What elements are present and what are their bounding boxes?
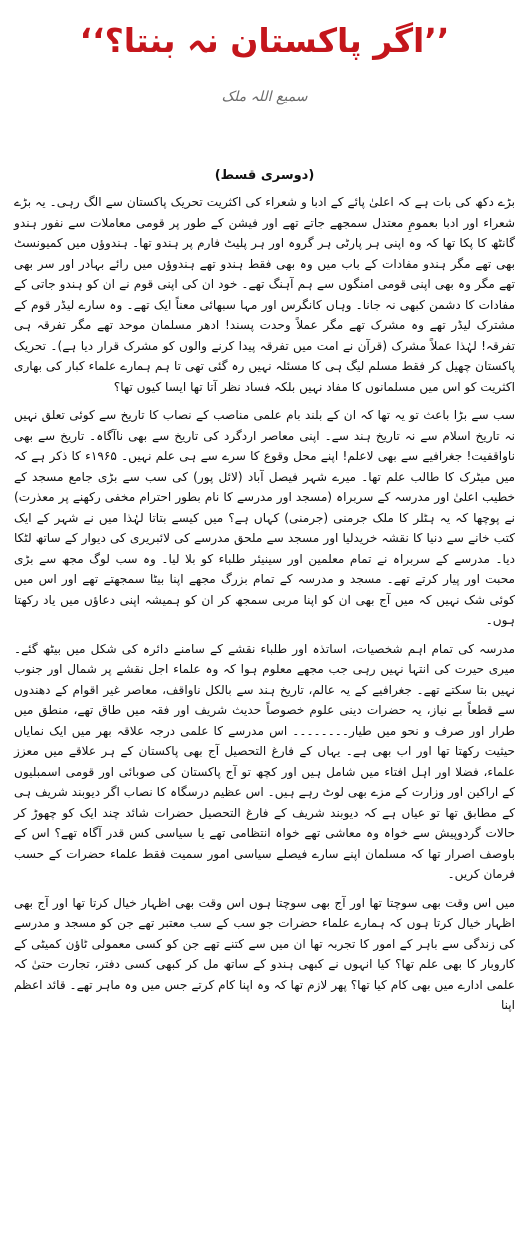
article-paragraph: مدرسہ کی تمام اہم شخصیات، اساتذہ اور طلباء نقشے کے سامنے دائرہ کی شکل میں بیٹھ گئے۔ میری حیرت کی انتہا نہیں رہی جب مجھے معلوم ہوا کہ وہ علماء اجل نقشے پر شمال اور جنوب نہیں بتا سکتے تھے۔ جغرافیے کے یہ عالم، تاریخ ہند سے بالکل ناواقف، معاصر غیر اقوام کے دھندوں سے قطعاً بے نیاز، یہ حضرات دینی علوم خصوصاً حدیث شریف اور فقہ میں طاق تھے، منطق میں طرار اور صرف و نحو میں طیار۔۔۔۔۔۔۔۔ اس مدرسے کا علمی درجہ علاقہ بھر میں ایک نمایاں حیثیت رکھتا تھا اور اب بھی ہے۔ یہاں کے فارغ التحصیل آج بھی پاکستان کے ہر علاقے میں معزز علماء، فضلا اور اہل افتاء میں شامل ہیں اور کچھ تو آج پاکستان کی صوبائی اور قومی اسمبلیوں کے اراکین اور وزارت کے مزے بھی لوٹ رہے ہیں۔ اس عظیم درسگاہ کا نصاب اگر دیوبند شریف ہی کے مطابق تھا تو عیاں ہے کہ دیوبند شریف کے فارغ التحصیل حضرات شائد چند ایک کو چھوڑ کر حالات گردوپیش سے خواہ وہ معاشی تھے خواہ انتظامی تھے یا سیاسی کس قدر آگاہ تھے؟ اس کے باوصف اصرار تھا کہ مسلمان اپنے سارے فیصلے سیاسی امور سمیت فقط علماء حضرات کے حسب فرمان کریں۔ — [14, 641, 515, 881]
author-name: سمیع اللہ ملک — [221, 89, 308, 105]
article-title: ’’اگر پاکستان نہ بنتا؟‘‘ — [79, 21, 450, 60]
article-paragraph: سب سے بڑا باعث تو یہ تھا کہ ان کے بلند بام علمی مناصب کے نصاب کا تاریخ سے کوئی تعلق نہیں نہ تاریخ اسلام سے نہ تاریخ ہند سے۔ اپنی معاصر اردگرد کی تاریخ سے بھی ناآگاہ۔ تاریخ سے بھی ناواقفیت! جغرافیے سے بھی لاعلم! اپنے محل وقوع کا سرے سے ہی علم نہیں۔ ۱۹۶۵ء کا ذکر ہے کہ میں میٹرک کا طالب علم تھا۔ میرے شہر فیصل آباد (لائل پور) کی سب سے بڑی جامع مسجد کے خطیب اعلیٰ اور مدرسہ کے سربراہ (مسجد اور مدرسے کا نام بطور احترام مخفی رکھنے پر معذرت) نے پوچھا کہ یہ ہٹلر کا ملک جرمنی (جرمنی) کہاں ہے؟ میں کیسے بتاتا لہٰذا میں نے شہر کے ایک کتب خانے سے دنیا کا نقشہ خریدلیا اور مسجد سے ملحق مدرسے کی لائبریری کی دیوار کے ساتھ لٹکا دیا۔ مدرسے کے سربراہ نے تمام معلمین اور سینیئر طلباء کو بلا لیا۔ وہ سب لوگ مجھ سے بڑی محبت اور پیار کرتے تھے۔ مسجد و مدرسہ کے تمام بزرگ مجھے اپنا بیٹا سمجھتے تھے اور اس میں کوئی شک نہیں کہ میں آج بھی ان کو اپنا مربی سمجھ کر ان کو ہمیشہ اپنی دعاؤں میں یاد رکھتا ہوں۔ — [14, 408, 515, 627]
episode-label: (دوسری قسط) — [214, 168, 315, 183]
article-body — [14, 192, 515, 1016]
article-paragraph: میں اس وقت بھی سوچتا تھا اور آج بھی سوچتا ہوں اس وقت بھی اظہار خیال کرتا تھا اور آج بھی اظہار خیال کرتا ہوں کہ ہمارے علماء حضرات جو سب کے سب معتبر تھے جن کو مسجد و مدرسے کی زندگی سے باہر کے امور کا تجربہ تھا ان میں سے کتنے تھے جن کو کسی معمولی ٹاؤن کمیٹی کے کاروبار کا بھی علم تھا؟ کیا انہوں نے کبھی ہندو کے ساتھ مل کر کبھی کسی دفتر، تجارت حتیٰ کہ علمی ادارے میں بھی کام کیا تھا؟ پھر لازم تھا کہ وہ اپنا کام کرتے جس میں وہ ماہر تھے۔ قائد اعظم اپنا — [14, 895, 515, 1012]
article-paragraph: بڑے دکھ کی بات ہے کہ اعلیٰ پائے کے ادبا و شعراء کی اکثریت تحریک پاکستان سے الگ رہی۔ یہ بڑے شعراء اور ادبا بعمومِ معتدل سمجھے جاتے تھے اور فیشن کے طور پر قومی معاملات سے نفور ہندو گانٹھ کا پکا تھا کہ وہ اپنی ہر پارٹی ہر گروہ اور ہر پلیٹ فارم پر ہندو تھا۔ ہندوؤں میں کمیونسٹ بھی تھے مگر ہندو مفادات کے باب میں وہ بھی فقط ہندو تھے ہندوؤں میں رائے بہادر اور سر بھی تھے مگر وہ بھی اپنی قومی امنگوں سے ہم آہنگ تھے۔ خود ان کی اپنی قوم نے ان کو ہندو جاتی کے مفادات کا دشمن کبھی نہ جانا۔ وہاں کانگرس اور مہا سبھائی معناً ایک تھے۔ وہ سارے لیڈر قوم کے مشترک لیڈر تھے وہ مشرک تھے مگر عملاً وحدت پسند! ادھر مسلمان موحد تھے مگر تفرقہ ہی تفرقہ! لہٰذا عملاً مشرک (قرآن نے امت میں تفرقہ پیدا کرنے والوں کو مشرک قرار دیا ہے)۔ تحریک پاکستان چھیل کر فقط مسلم لیگ ہی کا مسئلہ نہیں رہ گئی تھی تا ہم ہمارے علماء کبار کی بھاری اکثریت کو اس میں مسلمانوں کا مفاد نہیں بلکہ فساد نظر آتا تھا ایسا کیوں تھا؟ — [14, 195, 515, 394]
